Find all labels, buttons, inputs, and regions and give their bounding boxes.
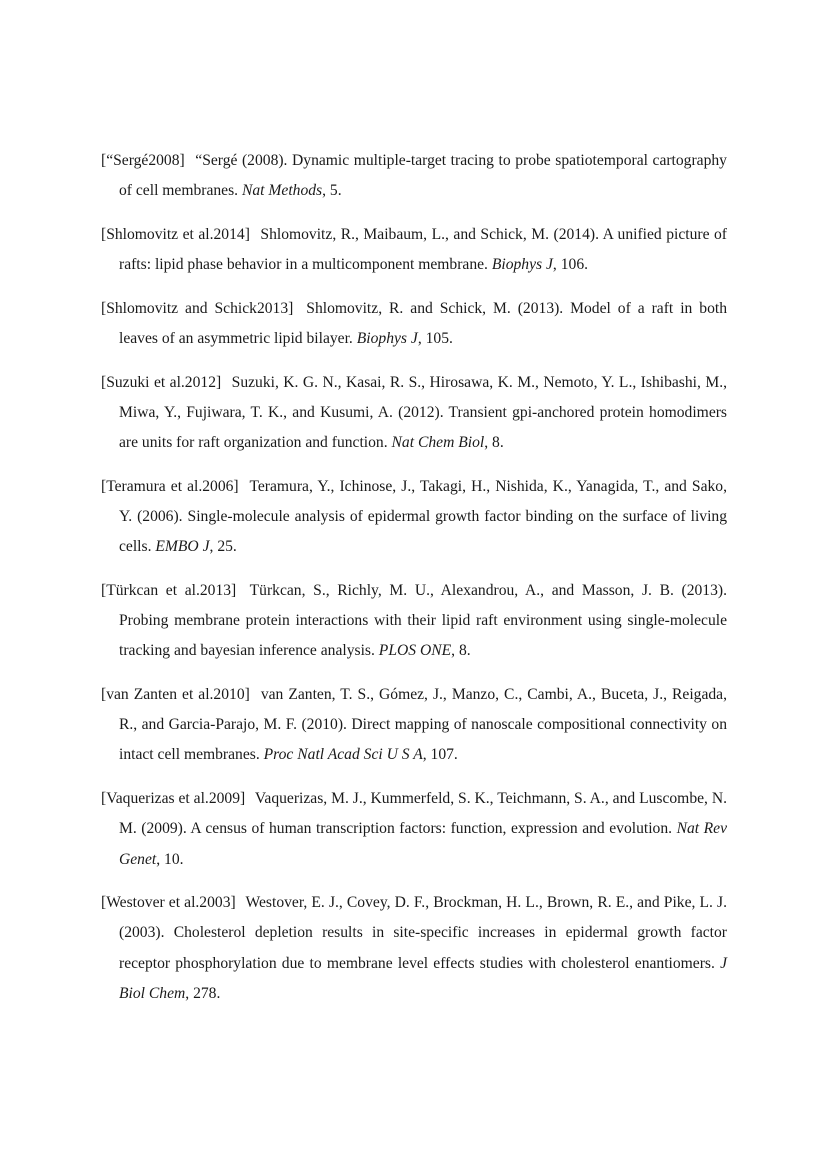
- reference-text: Suzuki, K. G. N., Kasai, R. S., Hirosawa, K. M., Nemoto, Y. L., Ishibashi, M., Miwa, Y., Fujiwara, T. K., and Kusumi, A. (2012). Transient gpi-anchored protein homodimers are units for raft organization and function.: [119, 373, 727, 452]
- journal-name: PLOS ONE: [378, 642, 452, 660]
- journal-name: Biophys J: [491, 256, 553, 274]
- journal-name: Proc Natl Acad Sci U S A: [263, 746, 423, 764]
- volume: , 8.: [484, 434, 504, 452]
- volume: , 10.: [156, 850, 184, 868]
- volume: , 106.: [552, 256, 589, 274]
- citation-key: [Türkcan et al.2013]: [101, 581, 237, 599]
- volume: , 25.: [209, 538, 237, 556]
- reference-text: Shlomovitz, R., Maibaum, L., and Schick, M. (2014). A unified picture of rafts: lipid phase behavior in a multicomponent membrane.: [119, 225, 727, 274]
- reference-text: Vaquerizas, M. J., Kummerfeld, S. K., Teichmann, S. A., and Luscombe, N. M. (2009). A census of human transcription factors: function, expression and evolution.: [119, 790, 728, 838]
- citation-key: [Vaquerizas et al.2009]: [101, 790, 246, 808]
- reference-text: van Zanten, T. S., Gómez, J., Manzo, C., Cambi, A., Buceta, J., Reigada, R., and Garcia-Parajo, M. F. (2010). Direct mapping of nanoscale compositional connectivity on intact cell membranes.: [119, 686, 727, 764]
- reference-text: “Sergé (2008). Dynamic multiple-target tracing to probe spatiotemporal cartography of cell membranes.: [119, 152, 727, 200]
- journal-name: Biophys J: [356, 330, 418, 348]
- volume: , 278.: [185, 984, 221, 1002]
- reference-entry: [101, 472, 727, 563]
- reference-text: Teramura, Y., Ichinose, J., Takagi, H., Nishida, K., Yanagida, T., and Sako, Y. (2006). Single-molecule analysis of epidermal growth factor binding on the surface of living cells.: [119, 477, 728, 556]
- reference-list: [101, 146, 727, 1023]
- reference-entry: [101, 888, 727, 1009]
- reference-text: Westover, E. J., Covey, D. F., Brockman, H. L., Brown, R. E., and Pike, L. J. (2003). Cholesterol depletion results in site-specific increases in epidermal growth factor receptor phosphorylation due to membrane level effects studies with cholesterol enantiomers.: [119, 894, 727, 972]
- citation-key: [Shlomovitz et al.2014]: [101, 225, 250, 243]
- journal-name: Nat Rev Genet: [119, 820, 728, 868]
- journal-name: Nat Chem Biol: [391, 434, 485, 452]
- citation-key: [Suzuki et al.2012]: [101, 373, 222, 391]
- citation-key: [Shlomovitz and Schick2013]: [101, 299, 294, 317]
- journal-name: J Biol Chem: [119, 954, 727, 1002]
- reference-entry: [101, 680, 727, 771]
- reference-entry: [101, 294, 727, 354]
- reference-entry: [101, 368, 727, 459]
- reference-entry: [101, 220, 727, 280]
- journal-name: EMBO J: [155, 538, 210, 556]
- reference-entry: [101, 784, 727, 875]
- citation-key: [Westover et al.2003]: [101, 894, 236, 912]
- citation-key: [Teramura et al.2006]: [101, 477, 239, 495]
- volume: , 107.: [422, 746, 458, 764]
- citation-key: [van Zanten et al.2010]: [101, 686, 250, 704]
- volume: , 8.: [451, 642, 471, 660]
- citation-key: [“Sergé2008]: [101, 152, 185, 169]
- reference-entry: [101, 576, 727, 667]
- volume: , 105.: [417, 330, 453, 348]
- volume: , 5.: [322, 182, 342, 200]
- reference-text: Türkcan, S., Richly, M. U., Alexandrou, A., and Masson, J. B. (2013). Probing membrane protein interactions with their lipid raft environment using single-molecule tracking and bayesian inference analysis.: [119, 581, 727, 660]
- reference-entry: [101, 146, 727, 206]
- reference-text: Shlomovitz, R. and Schick, M. (2013). Model of a raft in both leaves of an asymmetric lipid bilayer.: [119, 299, 727, 348]
- journal-name: Nat Methods: [241, 182, 323, 200]
